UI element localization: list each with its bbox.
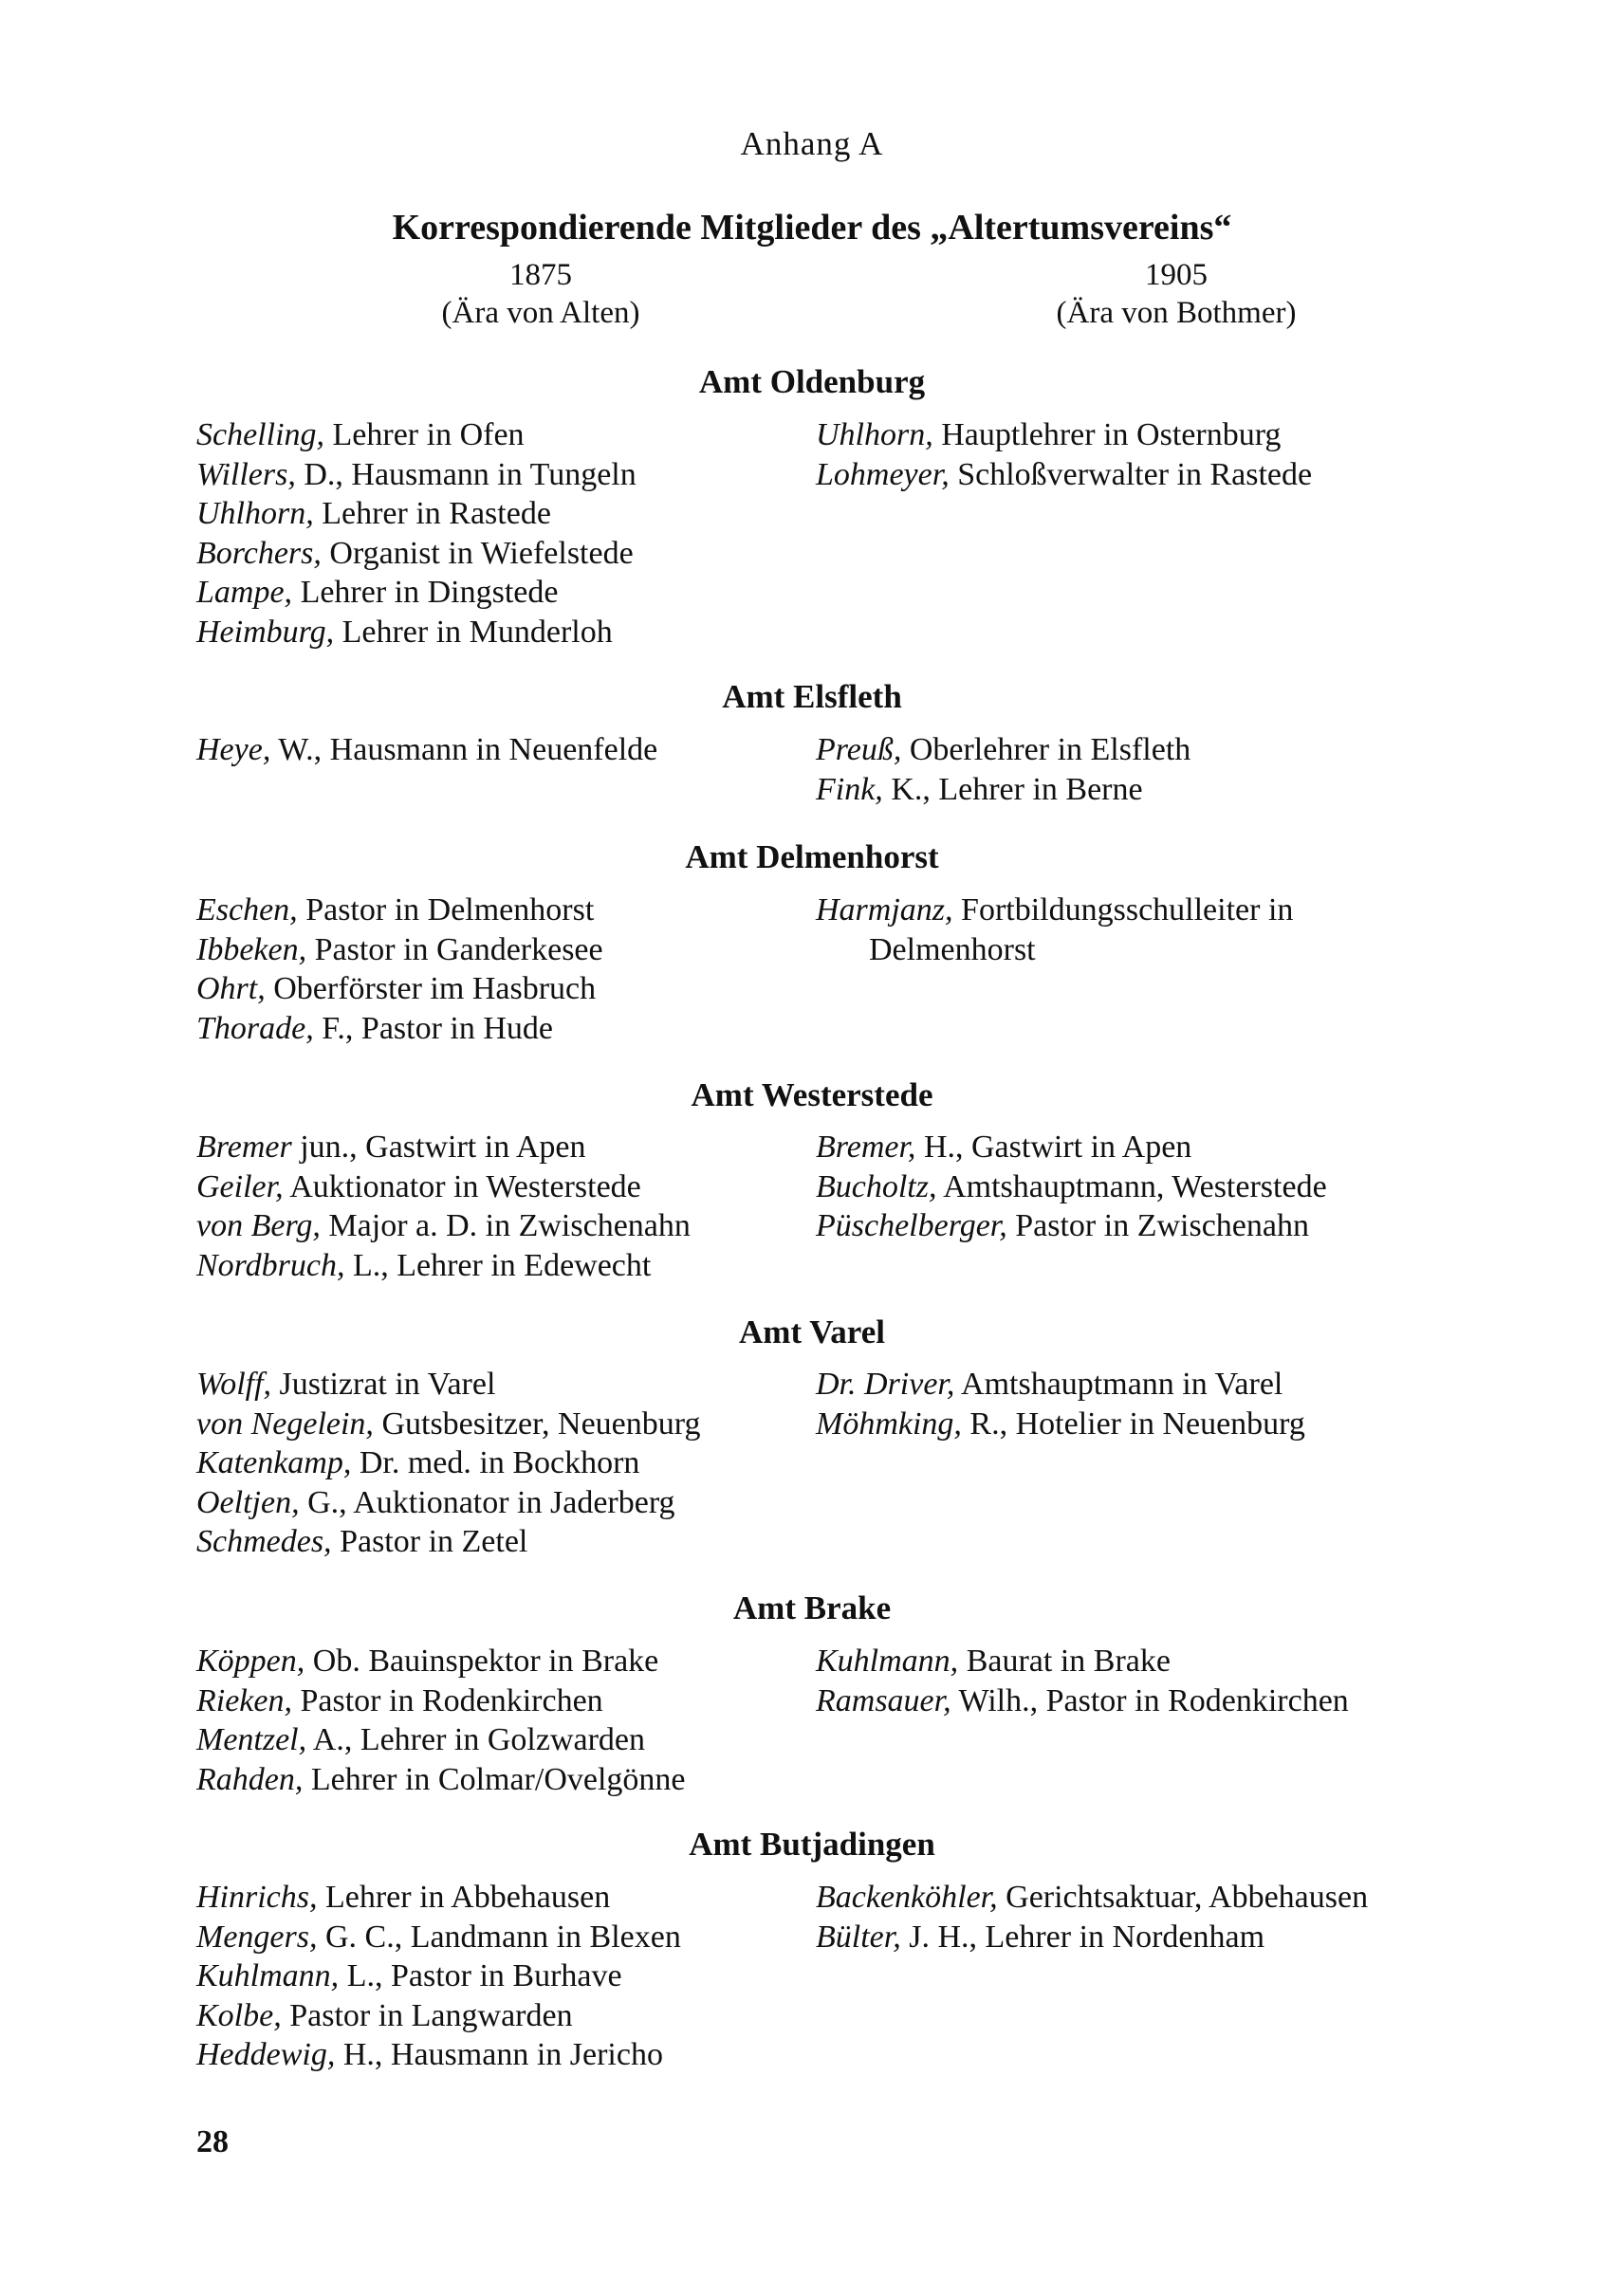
member-name: Ramsauer, (816, 1682, 951, 1718)
section-title-westerstede: Amt Westerstede (691, 1076, 933, 1113)
member-description: K., Lehrer in Berne (882, 771, 1143, 807)
member-name: Dr. Driver, (816, 1367, 955, 1402)
member-description: L., Lehrer in Edewecht (344, 1247, 652, 1283)
member-name: Backenköhler, (816, 1880, 998, 1915)
member-entry (196, 1642, 686, 1681)
member-entry (816, 1642, 1349, 1681)
member-list-1905-butjadingen (816, 1878, 1368, 1956)
member-entry (196, 1405, 700, 1444)
member-entry (196, 730, 657, 770)
member-entry (196, 1996, 681, 2036)
member-list-1905-delmenhorst (816, 891, 1293, 969)
member-name: Oeltjen, (196, 1484, 300, 1520)
member-description: Schloßverwalter in Rastede (949, 456, 1313, 492)
section-title-oldenburg: Amt Oldenburg (698, 363, 926, 400)
member-list-1905-varel (816, 1365, 1305, 1443)
era-year-left: 1875 (509, 258, 572, 292)
member-description: Pastor in Zwischenahn (1006, 1208, 1309, 1243)
member-name: Heimburg, (196, 614, 335, 650)
member-name: Fink, (816, 771, 883, 807)
member-name: Borchers, (196, 535, 322, 571)
member-name: Uhlhorn, (816, 417, 933, 452)
member-entry (196, 494, 637, 534)
member-name: Heye, (196, 732, 271, 767)
member-description: F., Pastor in Hude (313, 1010, 554, 1046)
member-entry (816, 730, 1190, 770)
member-entry (816, 770, 1190, 810)
member-description: Wilh., Pastor in Rodenkirchen (950, 1682, 1349, 1718)
member-description: Ob. Bauinspektor in Brake (304, 1644, 659, 1679)
member-entry (816, 1918, 1368, 1957)
member-name: Kuhlmann, (816, 1644, 959, 1679)
member-name: Köppen, (196, 1644, 305, 1679)
member-entry (196, 415, 637, 455)
member-list-1875-varel (196, 1365, 700, 1562)
member-description: Oberlehrer in Elsfleth (901, 732, 1191, 767)
member-name: Heddewig, (196, 2037, 336, 2072)
member-entry (196, 1522, 700, 1562)
section-title-varel: Amt Varel (739, 1313, 885, 1350)
member-description: Lehrer in Abbehausen (317, 1880, 611, 1915)
member-entry (816, 891, 1293, 930)
member-description: R., Hotelier in Neuenburg (961, 1405, 1305, 1442)
member-description: Major a. D. in Zwischenahn (320, 1208, 691, 1243)
member-entry (816, 1365, 1305, 1405)
member-entry (816, 1206, 1327, 1246)
member-list-1905-oldenburg (816, 415, 1312, 494)
member-name: Schmedes, (196, 1524, 332, 1559)
member-list-1875-brake (196, 1642, 686, 1799)
member-entry (196, 1720, 686, 1760)
member-description: A., Lehrer in Golzwarden (306, 1722, 646, 1757)
member-entry (816, 1405, 1305, 1444)
member-name: Bremer, (816, 1130, 916, 1165)
member-list-1875-butjadingen (196, 1878, 681, 2075)
member-name: von Berg, (196, 1208, 321, 1243)
member-entry (196, 1365, 700, 1405)
member-list-1875-delmenhorst (196, 891, 603, 1048)
member-entry (196, 1246, 691, 1286)
member-description: Gutsbesitzer, Neuenburg (373, 1405, 701, 1442)
section-title-elsfleth: Amt Elsfleth (722, 678, 902, 715)
member-entry (816, 930, 1293, 970)
member-entry (196, 1206, 691, 1246)
member-description: Lehrer in Rastede (313, 496, 551, 531)
member-entry (196, 1681, 686, 1721)
member-entry (196, 930, 603, 970)
member-entry (196, 455, 637, 495)
member-name: Nordbruch, (196, 1247, 345, 1283)
member-description: Pastor in Delmenhorst (297, 892, 595, 928)
member-description: Fortbildungsschulleiter in (952, 892, 1294, 928)
member-entry (196, 2035, 681, 2075)
member-entry (196, 1167, 691, 1207)
member-description: G., Auktionator in Jaderberg (299, 1484, 675, 1520)
member-description: jun., Gastwirt in Apen (291, 1130, 586, 1165)
member-name: Kolbe, (196, 1997, 282, 2033)
member-name: Willers, (196, 456, 296, 492)
member-description: H., Gastwirt in Apen (915, 1130, 1192, 1165)
member-name: Möhmking, (816, 1405, 962, 1442)
member-description: G. C., Landmann in Blexen (317, 1919, 681, 1955)
member-entry (196, 1878, 681, 1918)
member-description: Lehrer in Munderloh (334, 614, 613, 650)
member-name: Bülter, (816, 1919, 901, 1955)
member-description: Lehrer in Ofen (324, 417, 525, 452)
member-name: Rahden, (196, 1761, 304, 1797)
member-description: Lehrer in Colmar/Ovelgönne (303, 1761, 686, 1797)
member-description: Pastor in Langwarden (281, 1997, 573, 2033)
member-name: Lohmeyer, (816, 456, 950, 492)
member-entry (196, 573, 637, 613)
member-name: Wolff, (196, 1367, 272, 1402)
member-list-1875-oldenburg (196, 415, 637, 652)
member-name: Thorade, (196, 1010, 314, 1046)
member-description: Gerichtsaktuar, Abbehausen (997, 1880, 1369, 1915)
member-description: Justizrat in Varel (271, 1367, 496, 1402)
member-name: Schelling, (196, 417, 325, 452)
member-description: Lehrer in Dingstede (292, 575, 559, 610)
era-year-right: 1905 (1145, 258, 1208, 292)
section-title-brake: Amt Brake (732, 1589, 892, 1626)
member-entry (816, 1167, 1327, 1207)
member-description: W., Hausmann in Neuenfelde (270, 732, 658, 767)
member-name: Ibbeken, (196, 931, 307, 967)
member-description: Organist in Wiefelstede (321, 535, 634, 571)
member-list-1875-westerstede (196, 1128, 691, 1285)
member-description: Dr. med. in Bockhorn (351, 1445, 640, 1480)
member-description: Delmenhorst (869, 931, 1036, 967)
member-entry (196, 891, 603, 930)
member-description: L., Pastor in Burhave (339, 1958, 622, 1993)
member-entry (196, 1009, 603, 1049)
member-name: Hinrichs, (196, 1880, 318, 1915)
member-entry (196, 613, 637, 652)
member-description: Pastor in Zetel (331, 1524, 528, 1559)
member-name: Rieken, (196, 1682, 292, 1718)
member-name: Lampe, (196, 575, 293, 610)
member-description: Amtshauptmann, Westerstede (936, 1168, 1327, 1204)
member-entry (196, 969, 603, 1009)
member-description: J. H., Lehrer in Nordenham (900, 1919, 1265, 1955)
member-entry (196, 1483, 700, 1523)
member-list-1905-westerstede (816, 1128, 1327, 1246)
member-name: Eschen, (196, 892, 298, 928)
era-label-right: (Ära von Bothmer) (1056, 296, 1297, 330)
member-description: Pastor in Rodenkirchen (292, 1682, 603, 1718)
member-entry (196, 1443, 700, 1483)
member-name: Ohrt, (196, 971, 266, 1006)
member-list-1905-elsfleth (816, 730, 1190, 809)
member-name: Katenkamp, (196, 1445, 352, 1480)
member-description: D., Hausmann in Tungeln (295, 456, 637, 492)
member-list-1875-elsfleth (196, 730, 657, 770)
running-head: Anhang A (740, 125, 884, 162)
member-name: Bremer (196, 1130, 292, 1165)
member-name: Mengers, (196, 1919, 318, 1955)
member-list-1905-brake (816, 1642, 1349, 1720)
member-description: Auktionator in Westerstede (283, 1168, 641, 1204)
member-entry (816, 455, 1312, 495)
member-entry (196, 534, 637, 574)
page-title: Korrespondierende Mitglieder des „Altertumsvereins“ (392, 208, 1232, 248)
member-name: Uhlhorn, (196, 496, 314, 531)
member-entry (196, 1918, 681, 1957)
member-entry (196, 1956, 681, 1996)
member-description: H., Hausmann in Jericho (335, 2037, 663, 2072)
member-name: Mentzel, (196, 1722, 307, 1757)
member-name: Püschelberger, (816, 1208, 1007, 1243)
member-name: Geiler, (196, 1168, 284, 1204)
era-label-left: (Ära von Alten) (441, 296, 640, 330)
era-column-left (313, 256, 768, 332)
member-entry (816, 1681, 1349, 1721)
member-entry (816, 415, 1312, 455)
section-title-butjadingen: Amt Butjadingen (689, 1826, 935, 1863)
member-name: Kuhlmann, (196, 1958, 340, 1993)
section-title-delmenhorst: Amt Delmenhorst (685, 838, 939, 875)
member-entry (196, 1760, 686, 1800)
era-column-right (949, 256, 1404, 332)
member-name: Bucholtz, (816, 1168, 937, 1204)
member-entry (816, 1128, 1327, 1167)
member-description: Pastor in Ganderkesee (306, 931, 603, 967)
member-description: Amtshauptmann in Varel (954, 1367, 1283, 1402)
member-name: Preuß, (816, 732, 902, 767)
member-name: Harmjanz, (816, 892, 953, 928)
member-description: Baurat in Brake (958, 1644, 1171, 1679)
member-description: Hauptlehrer in Osternburg (932, 417, 1282, 452)
member-entry (196, 1128, 691, 1167)
member-name: von Negelein, (196, 1405, 374, 1442)
page-number: 28 (196, 2124, 229, 2159)
member-description: Oberförster im Hasbruch (265, 971, 597, 1006)
member-entry (816, 1878, 1368, 1918)
